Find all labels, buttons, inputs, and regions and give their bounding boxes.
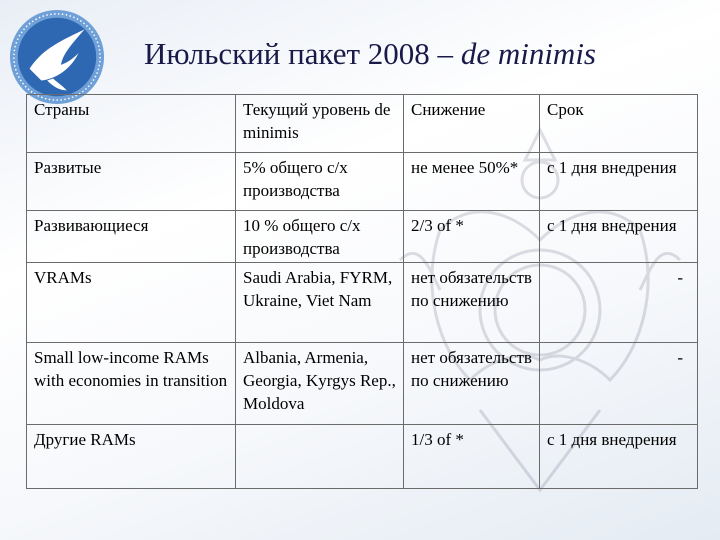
table-cell: не менее 50%* [404, 153, 540, 211]
table-cell: VRAMs [27, 263, 236, 343]
table-cell: 1/3 of * [404, 425, 540, 489]
table-cell: Другие RAMs [27, 425, 236, 489]
table-cell: - [540, 263, 698, 343]
table-cell: 10 % общего с/х производства [236, 211, 404, 263]
table-header-row [27, 95, 698, 153]
slide-title-main: Июльский пакет 2008 – [143, 36, 461, 71]
table-row [27, 343, 698, 425]
table-row [27, 211, 698, 263]
table-cell: 5% общего с/х производства [236, 153, 404, 211]
table-cell: с 1 дня внедрения [540, 425, 698, 489]
header-cell-reduction: Снижение [404, 95, 540, 153]
table-cell: Развивающиеся [27, 211, 236, 263]
header-cell-countries: Страны [27, 95, 236, 153]
table-cell: нет обязательств по снижению [404, 343, 540, 425]
table-cell [236, 425, 404, 489]
table-cell: Saudi Arabia, FYRM, Ukraine, Viet Nam [236, 263, 404, 343]
table-row [27, 153, 698, 211]
table-cell: 2/3 of * [404, 211, 540, 263]
table-row [27, 425, 698, 489]
slide-title [100, 30, 640, 80]
table-row [27, 263, 698, 343]
de-minimis-table [26, 94, 698, 489]
table-cell: Albania, Armenia, Georgia, Kyrgys Rep., Moldova [236, 343, 404, 425]
organization-logo-icon [8, 8, 106, 106]
table-cell: Развитые [27, 153, 236, 211]
table-cell: с 1 дня внедрения [540, 211, 698, 263]
header-cell-term: Срок [540, 95, 698, 153]
slide-title-italic: de minimis [460, 36, 596, 71]
header-cell-current-level: Текущий уровень de minimis [236, 95, 404, 153]
table-cell: - [540, 343, 698, 425]
table-cell: нет обязательств по снижению [404, 263, 540, 343]
table-cell: с 1 дня внедрения [540, 153, 698, 211]
table-cell: Small low-income RAMs with economies in transition [27, 343, 236, 425]
